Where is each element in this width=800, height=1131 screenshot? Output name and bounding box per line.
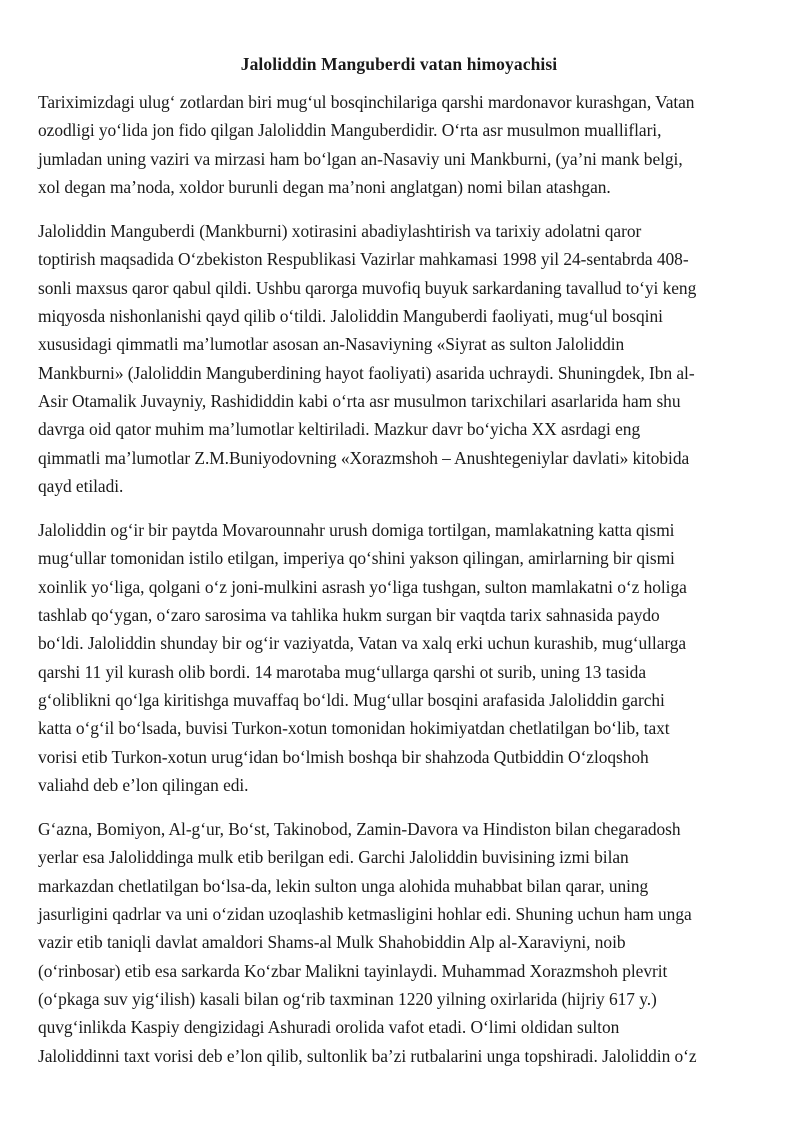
text-line: sonli maxsus qaror qabul qildi. Ushbu qarorga muvofiq buyuk sarkardaning tavallud to‘yi keng: [38, 277, 697, 298]
text-line: (o‘rinbosar) etib esa sarkarda Ko‘zbar Malikni tayinlaydi. Muhammad Xorazmshoh plevrit: [38, 960, 668, 981]
text-line: vorisi etib Turkon-xotun urug‘idan bo‘lmish boshqa bir shahzoda Qutbiddin O‘zloqshoh: [38, 746, 649, 767]
text-line: mug‘ullar tomonidan istilo etilgan, imperiya qo‘shini yakson qilingan, amirlarning bir qismi: [38, 548, 675, 569]
text-line: qimmatli ma’lumotlar Z.M.Buniyodovning «Xorazmshoh – Anushtegeniylar davlati» kitobida: [38, 447, 690, 468]
paragraph-3: [38, 516, 760, 799]
text-line: vazir etib taniqli davlat amaldori Shams-al Mulk Shahobiddin Alp al-Xaraviyni, noib: [38, 932, 626, 953]
text-line: jasurligini qadrlar va uni o‘zidan uzoqlashib ketmasligini hohlar edi. Shuning uchun ham unga: [38, 904, 692, 925]
document-page: [38, 52, 760, 1086]
text-line: xol degan ma’noda, xoldor burunli degan ma’noni anglatgan) nomi bilan atashgan.: [38, 176, 611, 197]
text-line: Asir Otamalik Juvayniy, Rashididdin kabi o‘rta asr musulmon tarixchilari asarlarida ham shu: [38, 390, 681, 411]
text-line: Jaloliddin og‘ir bir paytda Movarounnahr urush domiga tortilgan, mamlakatning katta qismi: [38, 520, 675, 541]
text-line: quvg‘inlikda Kaspiy dengizidagi Ashuradi orolida vafot etadi. O‘limi oldidan sulton: [38, 1017, 620, 1038]
paragraph-2: [38, 217, 760, 500]
text-line: jumladan uning vaziri va mirzasi ham bo‘lgan an-Nasaviy uni Mankburni, (ya’ni mank belgi,: [38, 148, 683, 169]
text-line: g‘oliblikni qo‘lga kiritishga muvaffaq bo‘ldi. Mug‘ullar bosqini arafasida Jaloliddin garchi: [38, 689, 665, 710]
document-title: Jaloliddin Manguberdi vatan himoyachisi: [240, 54, 558, 74]
text-line: yerlar esa Jaloliddinga mulk etib berilgan edi. Garchi Jaloliddin buvisining izmi bilan: [38, 847, 629, 868]
text-line: katta o‘g‘il bo‘lsada, buvisi Turkon-xotun tomonidan hokimiyatdan chetlatilgan bo‘lib, taxt: [38, 718, 670, 739]
text-line: valiahd deb e’lon qilingan edi.: [38, 774, 249, 795]
text-line: Jaloliddinni taxt vorisi deb e’lon qilib, sultonlik ba’zi rutbalarini unga topshiradi. Jaloliddin o‘z: [38, 1045, 697, 1066]
text-line: qayd etiladi.: [38, 475, 124, 496]
paragraph-1: [38, 88, 760, 201]
text-line: xoinlik yo‘liga, qolgani o‘z joni-mulkini asrash yo‘liga tushgan, sulton mamlakatni o‘z holiga: [38, 576, 687, 597]
text-line: qarshi 11 yil kurash olib bordi. 14 marotaba mug‘ullarga qarshi ot surib, uning 13 tasida: [38, 661, 646, 682]
text-line: tashlab qo‘ygan, o‘zaro sarosima va tahlika hukm surgan bir vaqtda tarix sahnasida paydo: [38, 605, 660, 626]
text-line: davrga oid qator muhim ma’lumotlar keltiriladi. Mazkur davr bo‘yicha XX asrdagi eng: [38, 419, 641, 440]
text-line: bo‘ldi. Jaloliddin shunday bir og‘ir vaziyatda, Vatan va xalq erki uchun kurashib, mug‘ullarga: [38, 633, 687, 654]
text-line: toptirish maqsadida O‘zbekiston Respublikasi Vazirlar mahkamasi 1998 yil 24-sentabrda 408-: [38, 249, 689, 270]
paragraph-4: [38, 815, 760, 1070]
text-line: G‘azna, Bomiyon, Al-g‘ur, Bo‘st, Takinobod, Zamin-Davora va Hindiston bilan chegaradosh: [38, 819, 681, 840]
text-line: Mankburni» (Jaloliddin Manguberdining hayot faoliyati) asarida uchraydi. Shuningdek, Ibn al-: [38, 362, 695, 383]
text-line: Tariximizdagi ulug‘ zotlardan biri mug‘ul bosqinchilariga qarshi mardonavor kurashgan, Vatan: [38, 92, 695, 112]
text-line: Jaloliddin Manguberdi (Mankburni) xotirasini abadiylashtirish va tarixiy adolatni qaror: [38, 221, 642, 242]
text-line: miqyosda nishonlanishi qayd qilib o‘tildi. Jaloliddin Manguberdi faoliyati, mug‘ul bosqini: [38, 306, 663, 327]
text-line: xususidagi qimmatli ma’lumotlar asosan an-Nasaviyning «Siyrat as sulton Jaloliddin: [38, 334, 625, 355]
text-line: ozodligi yo‘lida jon fido qilgan Jaloliddin Manguberdidir. O‘rta asr musulmon mualliflari,: [38, 120, 662, 141]
text-line: markazdan chetlatilgan bo‘lsa-da, lekin sulton unga alohida muhabbat bilan qarar, uning: [38, 875, 649, 896]
text-line: (o‘pkaga suv yig‘ilish) kasali bilan og‘rib taxminan 1220 yilning oxirlarida (hijriy 617 y.): [38, 988, 657, 1009]
